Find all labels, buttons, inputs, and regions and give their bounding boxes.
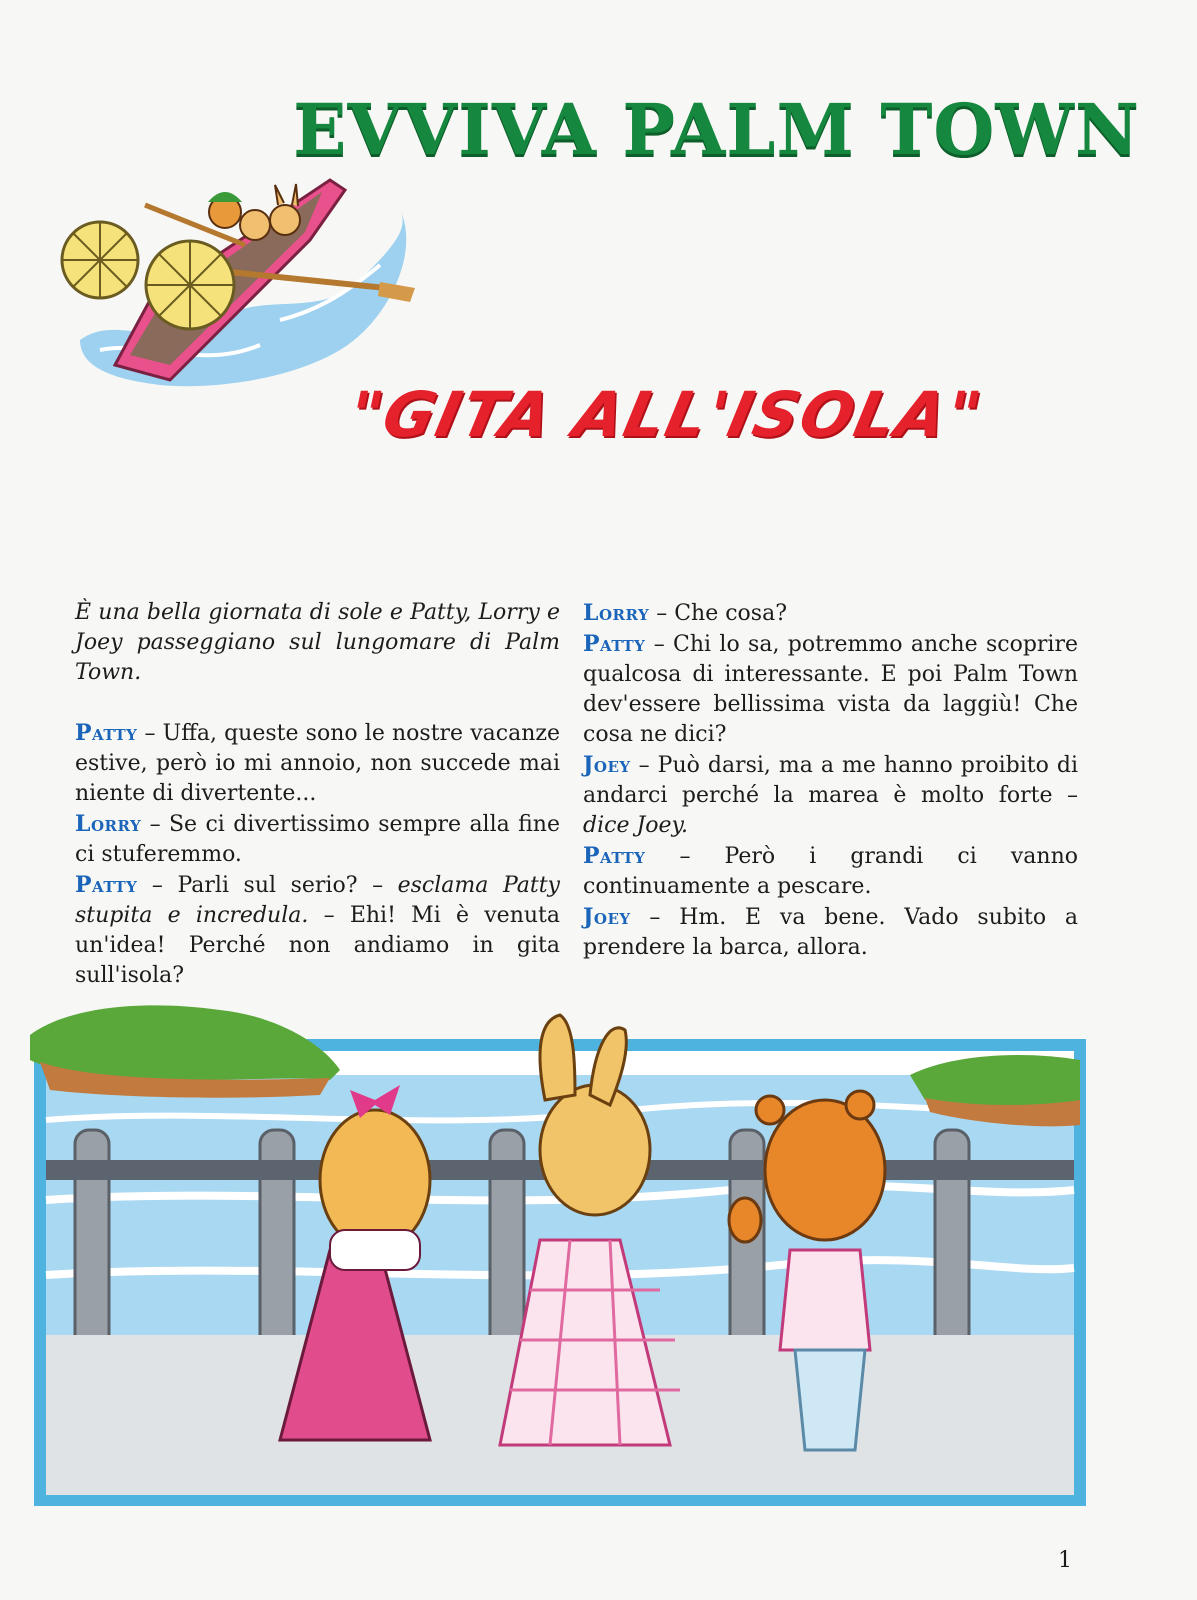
- dialogue-text: – Però i grandi ci vanno continuamente a pescare.: [583, 844, 1078, 899]
- speaker-name: Joey: [583, 904, 631, 930]
- speaker-name: Patty: [583, 843, 646, 869]
- dialogue-line: [583, 902, 1078, 963]
- dialogue-line: [75, 718, 560, 809]
- speaker-name: Patty: [75, 720, 138, 746]
- dialogue-text: – Può darsi, ma a me hanno proibito di andarci perché la marea è molto forte –: [583, 753, 1078, 808]
- page-title: EVVIVA PALM TOWN: [293, 88, 1140, 171]
- story-column-left: [75, 598, 560, 991]
- seafront-illustration: [30, 1000, 1100, 1520]
- dialogue-text: – Se ci divertissimo sempre alla fine ci stuferemmo.: [75, 812, 560, 867]
- dialogue-text: – Parli sul serio? –: [137, 873, 398, 898]
- dialogue-line: [583, 598, 1078, 629]
- dialogue-line: [75, 809, 560, 870]
- dialogue-text: – Che cosa?: [649, 601, 787, 626]
- speaker-name: Patty: [583, 631, 646, 657]
- dialogue-line: [583, 841, 1078, 902]
- dialogue-line: [75, 870, 560, 991]
- dialogue-line: [583, 750, 1078, 841]
- narration-aside: dice Joey.: [583, 813, 689, 838]
- speaker-name: Joey: [583, 752, 631, 778]
- story-column-right: [583, 598, 1078, 963]
- dialogue-text: – Hm. E va bene. Vado subito a prendere la barca, allora.: [583, 905, 1078, 960]
- speaker-name: Lorry: [75, 811, 142, 837]
- dialogue-text: – Chi lo sa, potremmo anche scoprire qualcosa di interessante. E poi Palm Town dev'essere bellissima vista da laggiù! Che cosa ne dici?: [583, 632, 1078, 747]
- dialogue-text: – Ehi! Mi è venuta un'idea! Perché non andiamo in gita sull'isola?: [75, 903, 560, 988]
- page-number: 1: [1058, 1548, 1072, 1573]
- dialogue-text: – Uffa, queste sono le nostre vacanze estive, però io mi annoio, non succede mai niente di divertente...: [75, 721, 560, 806]
- speaker-name: Patty: [75, 872, 138, 898]
- intro-paragraph: È una bella giornata di sole e Patty, Lorry e Joey passeggiano sul lungomare di Palm Town.: [75, 600, 560, 685]
- narration-aside: esclama Patty stupita e incredula.: [75, 873, 560, 928]
- dialogue-line: [583, 629, 1078, 750]
- page-subtitle: "GITA ALL'ISOLA": [342, 378, 990, 451]
- rowboat-illustration: [60, 170, 420, 400]
- speaker-name: Lorry: [583, 600, 650, 626]
